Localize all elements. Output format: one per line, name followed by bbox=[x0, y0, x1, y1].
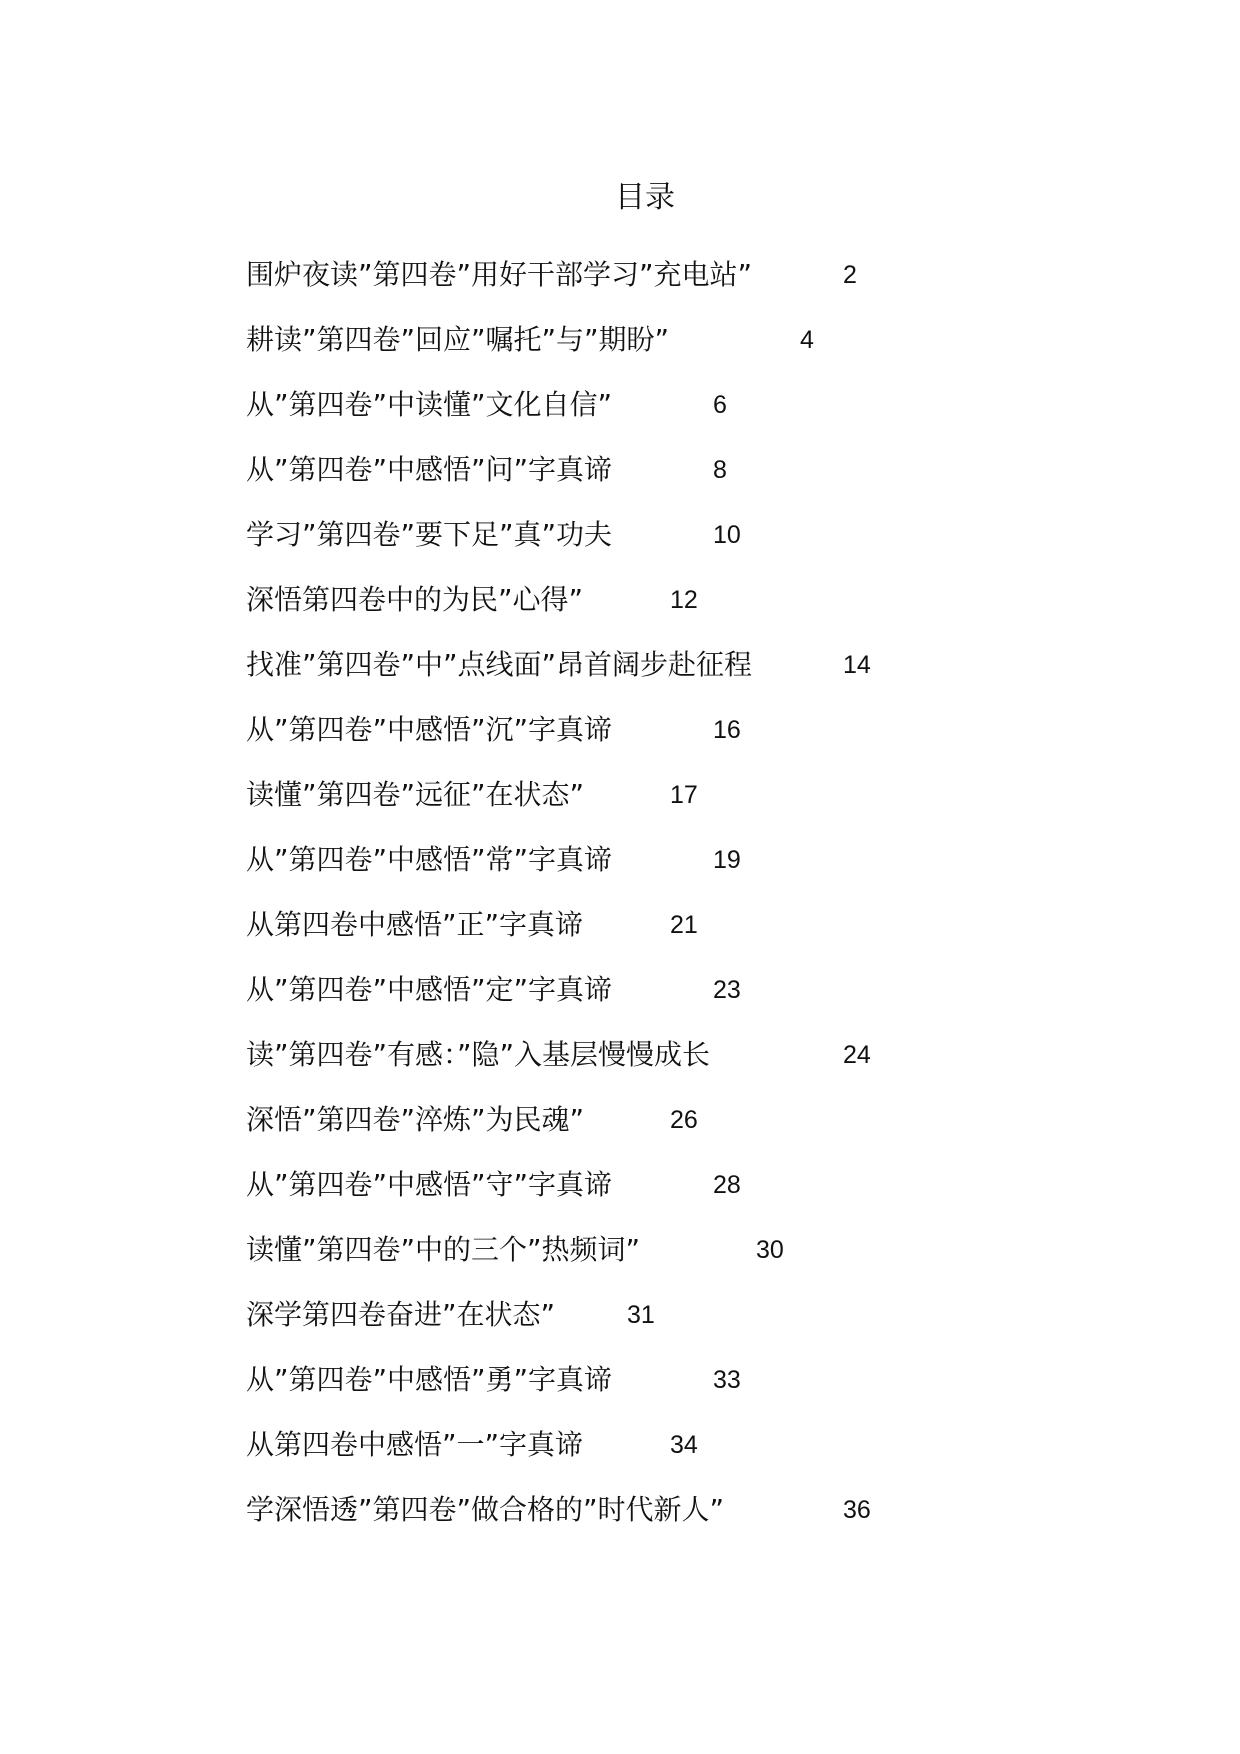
toc-entry[interactable] bbox=[246, 697, 946, 762]
toc-entry[interactable] bbox=[246, 1217, 946, 1282]
toc-entry-page: 36 bbox=[843, 1495, 871, 1524]
toc-entry[interactable] bbox=[246, 1412, 946, 1477]
toc-entry-title: 读”第四卷”有感：”隐”入基层慢慢成长 bbox=[246, 1037, 711, 1071]
toc-entry-title: 深悟”第四卷”淬炼”为民魂” bbox=[246, 1102, 585, 1136]
toc-title: 目录 bbox=[615, 180, 675, 215]
toc-entry-title: 从”第四卷”中读懂”文化自信” bbox=[246, 387, 613, 421]
toc-entry[interactable] bbox=[246, 1152, 946, 1217]
toc-entry-title: 找准”第四卷”中”点线面”昂首阔步赴征程 bbox=[246, 647, 753, 681]
toc-entry[interactable] bbox=[246, 1347, 946, 1412]
toc-entry-page: 31 bbox=[627, 1300, 655, 1329]
toc-entry[interactable] bbox=[246, 372, 946, 437]
toc-entry[interactable] bbox=[246, 1087, 946, 1152]
toc-entry-title: 耕读”第四卷”回应”嘱托”与”期盼” bbox=[246, 322, 670, 356]
toc-entry[interactable] bbox=[246, 827, 946, 892]
toc-entry-page: 14 bbox=[843, 650, 871, 679]
toc-entry[interactable] bbox=[246, 307, 946, 372]
toc-entry-title: 从”第四卷”中感悟”问”字真谛 bbox=[246, 452, 613, 486]
toc-entry-page: 23 bbox=[713, 975, 741, 1004]
toc-entry[interactable] bbox=[246, 1022, 946, 1087]
toc-entry-title: 读懂”第四卷”远征”在状态” bbox=[246, 777, 585, 811]
toc-entry-page: 26 bbox=[670, 1105, 698, 1134]
toc-entry-title: 从第四卷中感悟”正”字真谛 bbox=[246, 907, 584, 941]
toc-list bbox=[246, 242, 946, 1542]
toc-entry-title: 从”第四卷”中感悟”勇”字真谛 bbox=[246, 1362, 613, 1396]
toc-entry-page: 6 bbox=[713, 390, 727, 419]
toc-entry-page: 4 bbox=[800, 325, 814, 354]
toc-entry-title: 深悟第四卷中的为民”心得” bbox=[246, 582, 584, 616]
toc-entry[interactable] bbox=[246, 762, 946, 827]
toc-entry-page: 34 bbox=[670, 1430, 698, 1459]
toc-entry-page: 28 bbox=[713, 1170, 741, 1199]
toc-entry-title: 从”第四卷”中感悟”定”字真谛 bbox=[246, 972, 613, 1006]
toc-entry-page: 17 bbox=[670, 780, 698, 809]
toc-entry[interactable] bbox=[246, 1477, 946, 1542]
toc-entry[interactable] bbox=[246, 437, 946, 502]
toc-entry[interactable] bbox=[246, 957, 946, 1022]
toc-entry-title: 深学第四卷奋进”在状态” bbox=[246, 1297, 556, 1331]
toc-entry-title: 从”第四卷”中感悟”常”字真谛 bbox=[246, 842, 613, 876]
toc-entry-page: 16 bbox=[713, 715, 741, 744]
toc-entry-page: 10 bbox=[713, 520, 741, 549]
toc-entry-title: 学习”第四卷”要下足”真”功夫 bbox=[246, 517, 613, 551]
toc-entry-title: 从”第四卷”中感悟”守”字真谛 bbox=[246, 1167, 613, 1201]
toc-entry[interactable] bbox=[246, 632, 946, 697]
toc-entry-page: 24 bbox=[843, 1040, 871, 1069]
toc-entry-title: 从第四卷中感悟”一”字真谛 bbox=[246, 1427, 584, 1461]
toc-entry-page: 12 bbox=[670, 585, 698, 614]
toc-entry-title: 围炉夜读”第四卷”用好干部学习”充电站” bbox=[246, 257, 753, 291]
toc-entry[interactable] bbox=[246, 502, 946, 567]
toc-entry-page: 2 bbox=[843, 260, 857, 289]
toc-entry-page: 33 bbox=[713, 1365, 741, 1394]
toc-entry-page: 8 bbox=[713, 455, 727, 484]
toc-entry[interactable] bbox=[246, 1282, 946, 1347]
toc-entry[interactable] bbox=[246, 242, 946, 307]
toc-entry-title: 从”第四卷”中感悟”沉”字真谛 bbox=[246, 712, 613, 746]
toc-entry-page: 19 bbox=[713, 845, 741, 874]
toc-entry-page: 21 bbox=[670, 910, 698, 939]
toc-entry-title: 学深悟透”第四卷”做合格的”时代新人” bbox=[246, 1492, 725, 1526]
toc-entry-page: 30 bbox=[756, 1235, 784, 1264]
toc-entry[interactable] bbox=[246, 567, 946, 632]
toc-entry-title: 读懂”第四卷”中的三个”热频词” bbox=[246, 1232, 641, 1266]
toc-entry[interactable] bbox=[246, 892, 946, 957]
